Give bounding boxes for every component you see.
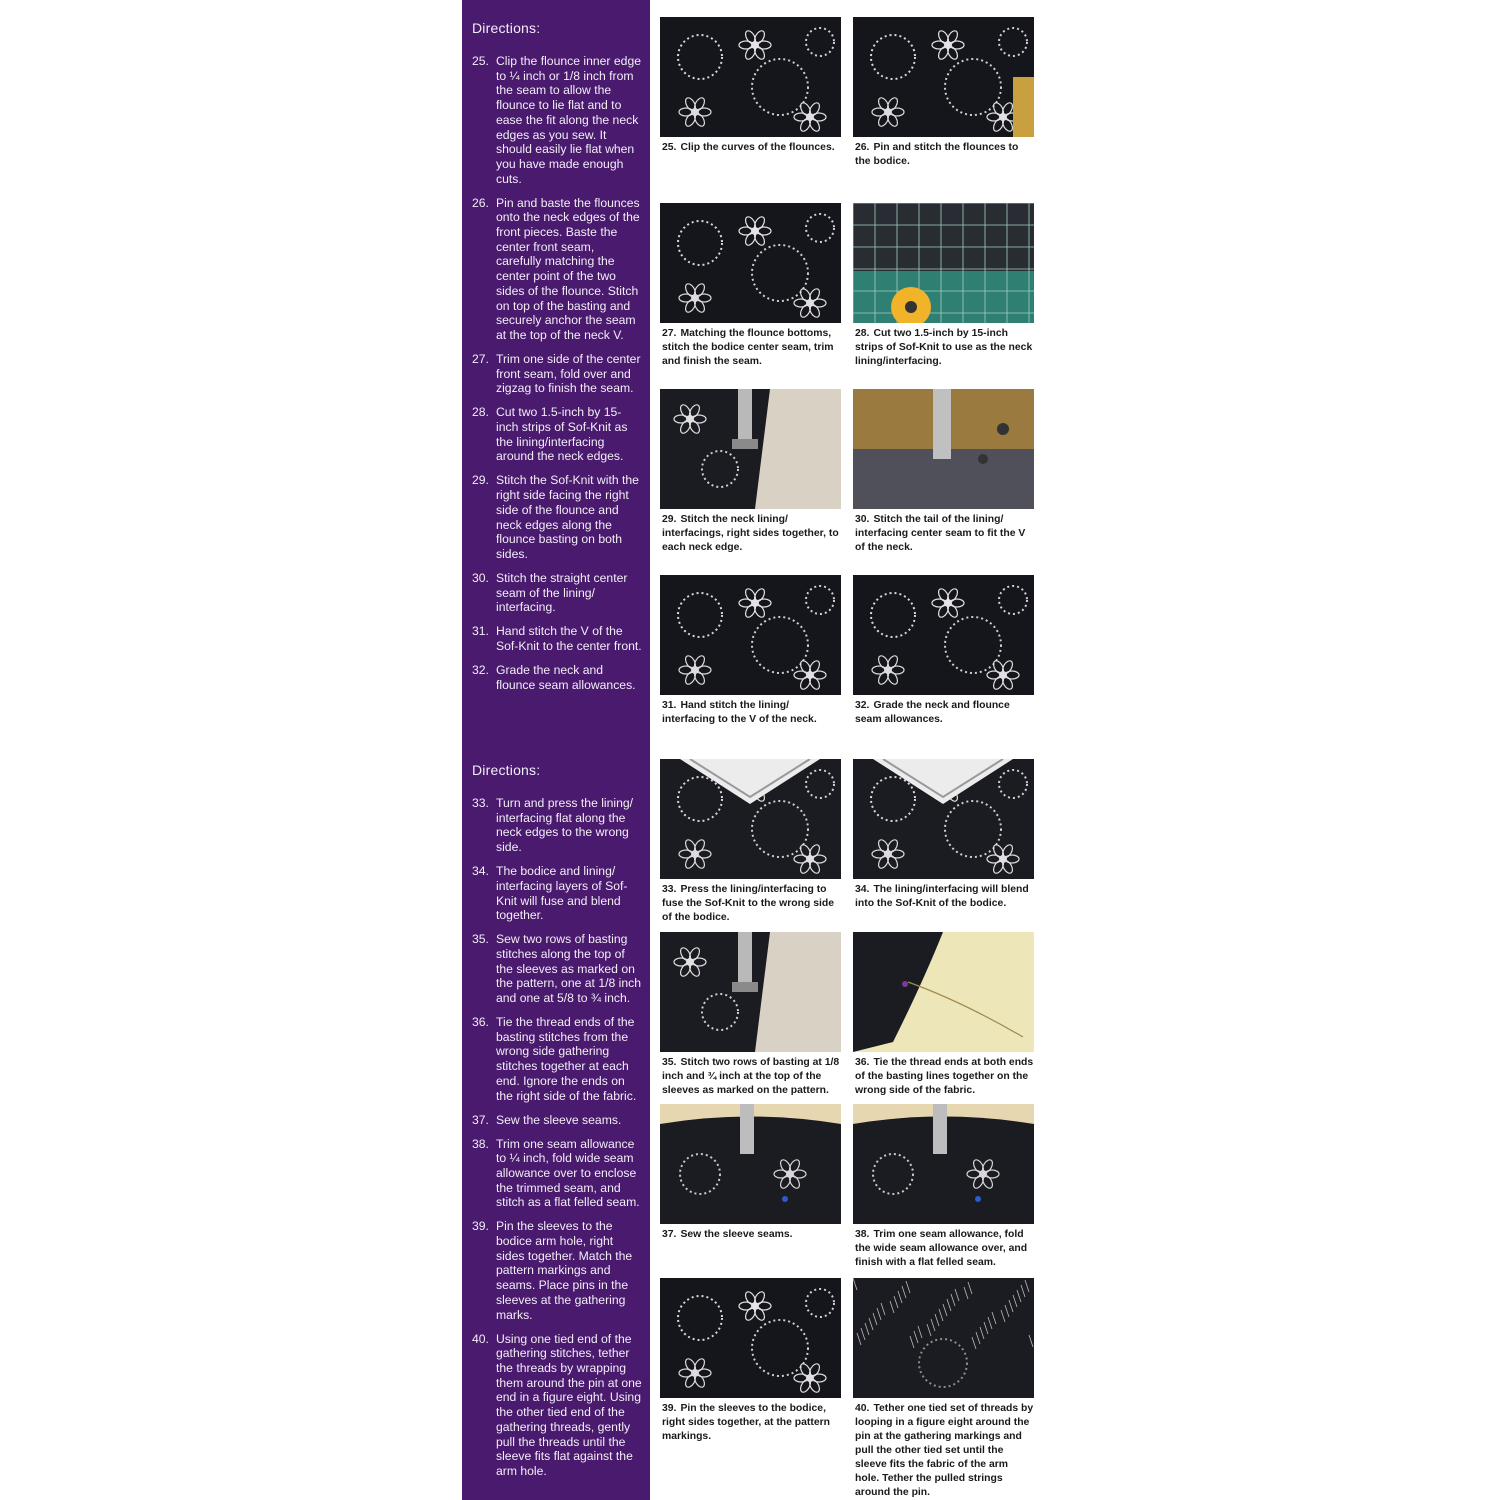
- photo-caption: [855, 513, 1035, 555]
- caption-number: 34.: [855, 884, 870, 895]
- step-number: 30.: [472, 570, 489, 585]
- caption-text: Tie the thread ends at both ends of the basting lines together on the wrong side of the fabric.: [855, 1057, 1034, 1096]
- step-number: 26.: [472, 195, 489, 210]
- photo-caption: [662, 699, 842, 727]
- step-photo: [660, 203, 841, 323]
- caption-number: 38.: [855, 1229, 870, 1240]
- caption-text: Hand stitch the lining/ interfacing to the V of the neck.: [662, 700, 817, 725]
- step-number: 29.: [472, 473, 489, 488]
- direction-step: [472, 1137, 642, 1211]
- step-text: Pin and baste the flounces onto the neck edges of the front pieces. Baste the center front seam, carefully matching the center point of the two sides of the flounce. Stitch on top of the basting and securely anchor the seam at the top of the neck V.: [496, 195, 640, 342]
- step-text: The bodice and lining/ interfacing layers of Sof-Knit will fuse and blend together.: [496, 864, 628, 923]
- photo-caption: [855, 327, 1035, 369]
- photo-caption: [855, 1228, 1035, 1270]
- caption-text: Pin and stitch the flounces to the bodice.: [855, 142, 1019, 167]
- caption-number: 32.: [855, 700, 870, 711]
- step-text: Grade the neck and flounce seam allowances.: [496, 663, 636, 692]
- step-photo: [853, 1104, 1034, 1224]
- direction-step: [472, 796, 642, 855]
- step-text: Pin the sleeves to the bodice arm hole, right sides together. Match the pattern markings and seams. Place pins in the sleeves at the gathering marks.: [496, 1219, 633, 1322]
- direction-step: [472, 864, 642, 923]
- step-text: Using one tied end of the gathering stitches, tether the threads by wrapping them around the pin at one end in a figure eight. Using the other tied end of the gathering threads, gently pull the threads until the sleeve fits flat against the arm hole.: [496, 1331, 642, 1478]
- caption-number: 33.: [662, 884, 677, 895]
- direction-step: [472, 1332, 642, 1479]
- step-text: Stitch the straight center seam of the lining/ interfacing.: [496, 570, 628, 615]
- photo-caption: [662, 327, 842, 369]
- step-text: Sew the sleeve seams.: [496, 1112, 622, 1127]
- caption-text: Cut two 1.5-inch by 15-inch strips of Sof-Knit to use as the neck lining/interfacing.: [855, 328, 1033, 367]
- caption-text: Stitch two rows of basting at 1/8 inch and ¾ inch at the top of the sleeves as marked on the pattern.: [662, 1057, 840, 1096]
- caption-text: Tether one tied set of threads by looping in a figure eight around the pin at the gathering markings and pull the other tied set until the sleeve fits the fabric of the arm hole. Tether the pulled strings around the pin.: [855, 1403, 1034, 1498]
- step-photo: [660, 389, 841, 509]
- step-photo: [853, 17, 1034, 137]
- caption-text: Press the lining/interfacing to fuse the Sof-Knit to the wrong side of the bodice.: [662, 884, 835, 923]
- photo-caption: [662, 513, 842, 555]
- step-photo: [660, 759, 841, 879]
- caption-number: 36.: [855, 1057, 870, 1068]
- direction-step: [472, 1219, 642, 1322]
- direction-step: [472, 405, 642, 464]
- photo-caption: [855, 141, 1035, 169]
- step-number: 39.: [472, 1219, 489, 1234]
- step-text: Hand stitch the V of the Sof-Knit to the center front.: [496, 624, 642, 654]
- direction-step: [472, 624, 642, 653]
- step-text: Tie the thread ends of the basting stitches from the wrong side gathering stitches together at each end. Ignore the ends on the right side of the fabric.: [496, 1015, 637, 1103]
- step-number: 34.: [472, 864, 489, 879]
- step-photo: [660, 17, 841, 137]
- photo-caption: [855, 699, 1035, 727]
- step-text: Trim one side of the center front seam, fold over and zigzag to finish the seam.: [496, 351, 641, 396]
- step-text: Turn and press the lining/ interfacing flat along the neck edges to the wrong side.: [496, 796, 634, 855]
- caption-text: Trim one seam allowance, fold the wide seam allowance over, and finish with a flat felled seam.: [855, 1229, 1028, 1268]
- step-number: 32.: [472, 663, 489, 678]
- step-number: 37.: [472, 1112, 489, 1127]
- caption-text: Grade the neck and flounce seam allowances.: [855, 700, 1010, 725]
- caption-text: Sew the sleeve seams.: [680, 1229, 793, 1240]
- direction-step: [472, 663, 642, 692]
- photo-caption: [662, 883, 842, 925]
- caption-number: 25.: [662, 142, 677, 153]
- step-photo: [660, 1104, 841, 1224]
- direction-step: [472, 54, 642, 186]
- step-photo: [853, 759, 1034, 879]
- photo-caption: [855, 1056, 1035, 1098]
- photo-caption: [662, 1402, 842, 1444]
- direction-step: [472, 473, 642, 561]
- step-photo: [660, 575, 841, 695]
- step-photo: [853, 389, 1034, 509]
- caption-number: 37.: [662, 1229, 677, 1240]
- step-text: Stitch the Sof-Knit with the right side facing the right side of the flounce and neck edges along the flounce basting on both sides.: [496, 473, 639, 561]
- caption-text: Pin the sleeves to the bodice, right sides together, at the pattern markings.: [662, 1403, 831, 1442]
- caption-number: 35.: [662, 1057, 677, 1068]
- step-number: 31.: [472, 624, 489, 639]
- step-photo: [853, 1278, 1034, 1398]
- step-photo: [853, 575, 1034, 695]
- step-text: Sew two rows of basting stitches along the top of the sleeves as marked on the pattern, one at 1/8 inch and one at 5/8 to ¾ inch.: [496, 932, 642, 1006]
- step-number: 28.: [472, 405, 489, 420]
- caption-text: Stitch the neck lining/ interfacings, right sides together, to each neck edge.: [662, 514, 839, 553]
- caption-text: Stitch the tail of the lining/ interfacing center seam to fit the V of the neck.: [855, 514, 1026, 553]
- direction-step: [472, 1015, 642, 1103]
- directions-panel-2: [462, 750, 650, 1500]
- caption-number: 28.: [855, 328, 870, 339]
- directions-panel-1: [462, 0, 650, 750]
- step-number: 35.: [472, 932, 489, 947]
- step-number: 40.: [472, 1331, 489, 1346]
- step-number: 36.: [472, 1015, 489, 1030]
- step-photo: [853, 932, 1034, 1052]
- caption-text: Matching the flounce bottoms, stitch the bodice center seam, trim and finish the seam.: [662, 328, 834, 367]
- caption-number: 40.: [855, 1403, 870, 1414]
- caption-number: 27.: [662, 328, 677, 339]
- caption-text: The lining/interfacing will blend into the Sof-Knit of the bodice.: [855, 884, 1029, 909]
- caption-number: 29.: [662, 514, 677, 525]
- caption-text: Clip the curves of the flounces.: [680, 142, 835, 153]
- photo-caption: [662, 1228, 842, 1242]
- direction-step: [472, 1113, 642, 1128]
- photo-caption: [855, 883, 1035, 911]
- caption-number: 31.: [662, 700, 677, 711]
- step-photo: [853, 203, 1034, 323]
- direction-step: [472, 196, 642, 343]
- caption-number: 30.: [855, 514, 870, 525]
- step-number: 27.: [472, 351, 489, 366]
- direction-step: [472, 932, 642, 1006]
- step-number: 38.: [472, 1136, 489, 1151]
- step-text: Trim one seam allowance to ¼ inch, fold wide seam allowance over to enclose the trimmed seam, and stitch as a flat felled seam.: [496, 1136, 640, 1210]
- step-text: Clip the flounce inner edge to ¼ inch or 1/8 inch from the seam to allow the flounce to lie flat and to ease the fit along the neck edges as you sew. It should easily lie flat when you have made enough cuts.: [496, 54, 641, 186]
- caption-number: 39.: [662, 1403, 677, 1414]
- step-number: 25.: [472, 54, 489, 68]
- direction-step: [472, 352, 642, 396]
- directions-title: Directions:: [472, 762, 541, 778]
- step-photo: [660, 932, 841, 1052]
- direction-step: [472, 571, 642, 615]
- photo-caption: [662, 1056, 842, 1098]
- photo-caption: [662, 141, 842, 155]
- step-text: Cut two 1.5-inch by 15-inch strips of Sof-Knit as the lining/interfacing around the neck edges.: [496, 405, 628, 464]
- caption-number: 26.: [855, 142, 870, 153]
- step-number: 33.: [472, 796, 489, 810]
- photo-caption: [855, 1402, 1035, 1500]
- directions-title: Directions:: [472, 20, 541, 36]
- step-photo: [660, 1278, 841, 1398]
